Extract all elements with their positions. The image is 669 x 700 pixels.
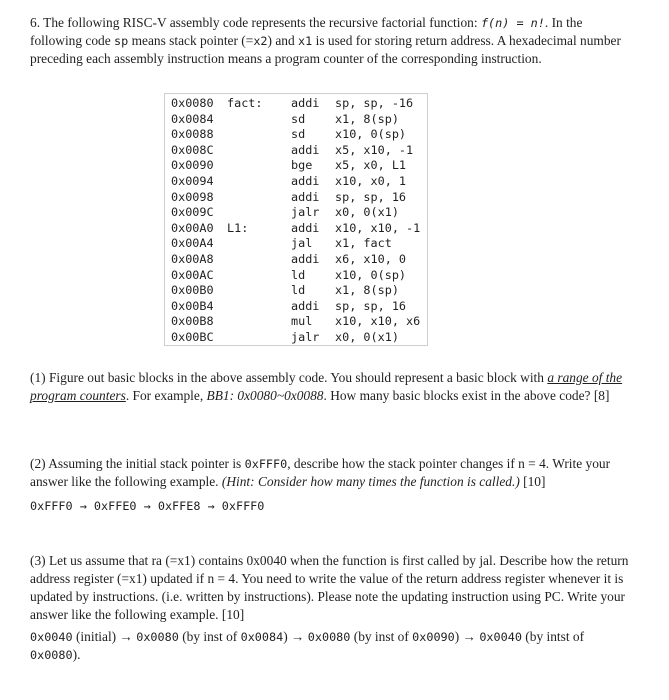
operands: x10, 0(sp) [335,267,407,282]
operands: x10, 0(sp) [335,127,407,142]
operands: x5, x0, L1 [335,158,407,173]
operands: x10, x10, x6 [335,314,421,329]
operands: x10, x0, 1 [335,174,407,188]
program-counter: 0x009C [171,205,214,220]
code-label: fact: [227,96,263,110]
code-line [165,190,427,206]
program-counter: 0x00BC [171,330,214,344]
opcode: addi [291,142,320,157]
operands: x5, x10, -1 [335,142,414,157]
program-counter: 0x0090 [171,158,214,173]
opcode: addi [291,96,320,110]
operands: x0, 0(x1) [335,330,399,344]
opcode: ld [291,283,306,298]
operands: x1, fact [335,236,392,251]
bb-example: BB1: 0x0080~0x0088 [206,388,324,403]
code-line [165,205,427,221]
code-line [165,283,427,299]
program-counter: 0x0084 [171,111,214,126]
code-line [165,221,427,237]
assembly-code-listing [164,93,428,346]
operands: sp, sp, 16 [335,189,407,204]
program-counter: 0x0094 [171,174,214,188]
code-line [165,112,427,128]
program-counter: 0x0098 [171,189,214,204]
opcode: addi [291,252,320,266]
program-counter: 0x00A4 [171,236,214,251]
operands: x10, x10, -1 [335,220,421,235]
range-emphasis: a range of the program counters [30,370,623,403]
opcode: jal [291,236,313,251]
code-line [165,158,427,174]
operands: x0, 0(x1) [335,205,399,220]
code-line [165,143,427,159]
program-counter: 0x008C [171,142,214,157]
code-line [165,174,427,190]
opcode: sd [291,111,306,126]
opcode: addi [291,220,320,235]
question-1: (1) Figure out basic blocks in the above assembly code. You should represent a basic block with a range of the program counters. For example, BB1: 0x0080~0x0088. How many basic blocks exist in the above code? [8] [30,370,623,403]
question-3: (3) Let us assume that ra (=x1) contains 0x0040 when the function is first called by jal. Describe how the return address register (=x1) updated if n = 4. You need to write the value of the return address register whenever it is updated by instructions. (i.e. written by instructions). Please note the updating instruction using PC. Write your answer like the following example. [10] [30,553,629,622]
program-counter: 0x0088 [171,127,214,142]
hint-text: (Hint: Consider how many times the function is called.) [221,474,520,489]
question-2: (2) Assuming the initial stack pointer is 0xFFF0, describe how the stack pointer changes if n = 4. Write your answer like the following example. (Hint: Consider how many times the function is called.) [10] [30,456,611,489]
opcode: mul [291,314,313,329]
program-counter: 0x00B8 [171,314,214,329]
code-line [165,236,427,252]
program-counter: 0x00B4 [171,298,214,313]
opcode: bge [291,158,313,173]
code-line [165,96,427,112]
factorial-formula: f(n) = n! [480,16,545,30]
program-counter: 0x00A0 [171,220,214,235]
program-counter: 0x00AC [171,267,214,282]
opcode: ld [291,267,306,282]
operands: x6, x10, 0 [335,252,407,266]
opcode: addi [291,189,320,204]
code-line [165,127,427,143]
program-counter: 0x00B0 [171,283,214,298]
code-line [165,268,427,284]
opcode: jalr [291,330,320,344]
opcode: addi [291,298,320,313]
operands: sp, sp, -16 [335,96,414,110]
return-address-example: 0x0040 (initial) → 0x0080 (by inst of 0x0084) → 0x0080 (by inst of 0x0090) → 0x0040 (by intst of 0x0080). [30,629,585,662]
program-counter: 0x00A8 [171,252,214,266]
program-counter: 0x0080 [171,96,214,110]
operands: x1, 8(sp) [335,283,399,298]
code-line [165,330,427,346]
operands: sp, sp, 16 [335,298,407,313]
code-line [165,314,427,330]
code-line [165,299,427,315]
operands: x1, 8(sp) [335,111,399,126]
opcode: sd [291,127,306,142]
stack-pointer-example: 0xFFF0 → 0xFFE0 → 0xFFE8 → 0xFFF0 [30,499,265,513]
opcode: addi [291,174,320,188]
opcode: jalr [291,205,320,220]
code-line [165,252,427,268]
code-label: L1: [227,220,249,235]
problem-intro: 6. The following RISC-V assembly code represents the recursive factorial function: f(n) = n!. In the following code sp means stack pointer (=x2) and x1 is used for storing return address. A hexadecimal number preceding each assembly instruction means a program counter of the corresponding instruction. [30,15,621,66]
